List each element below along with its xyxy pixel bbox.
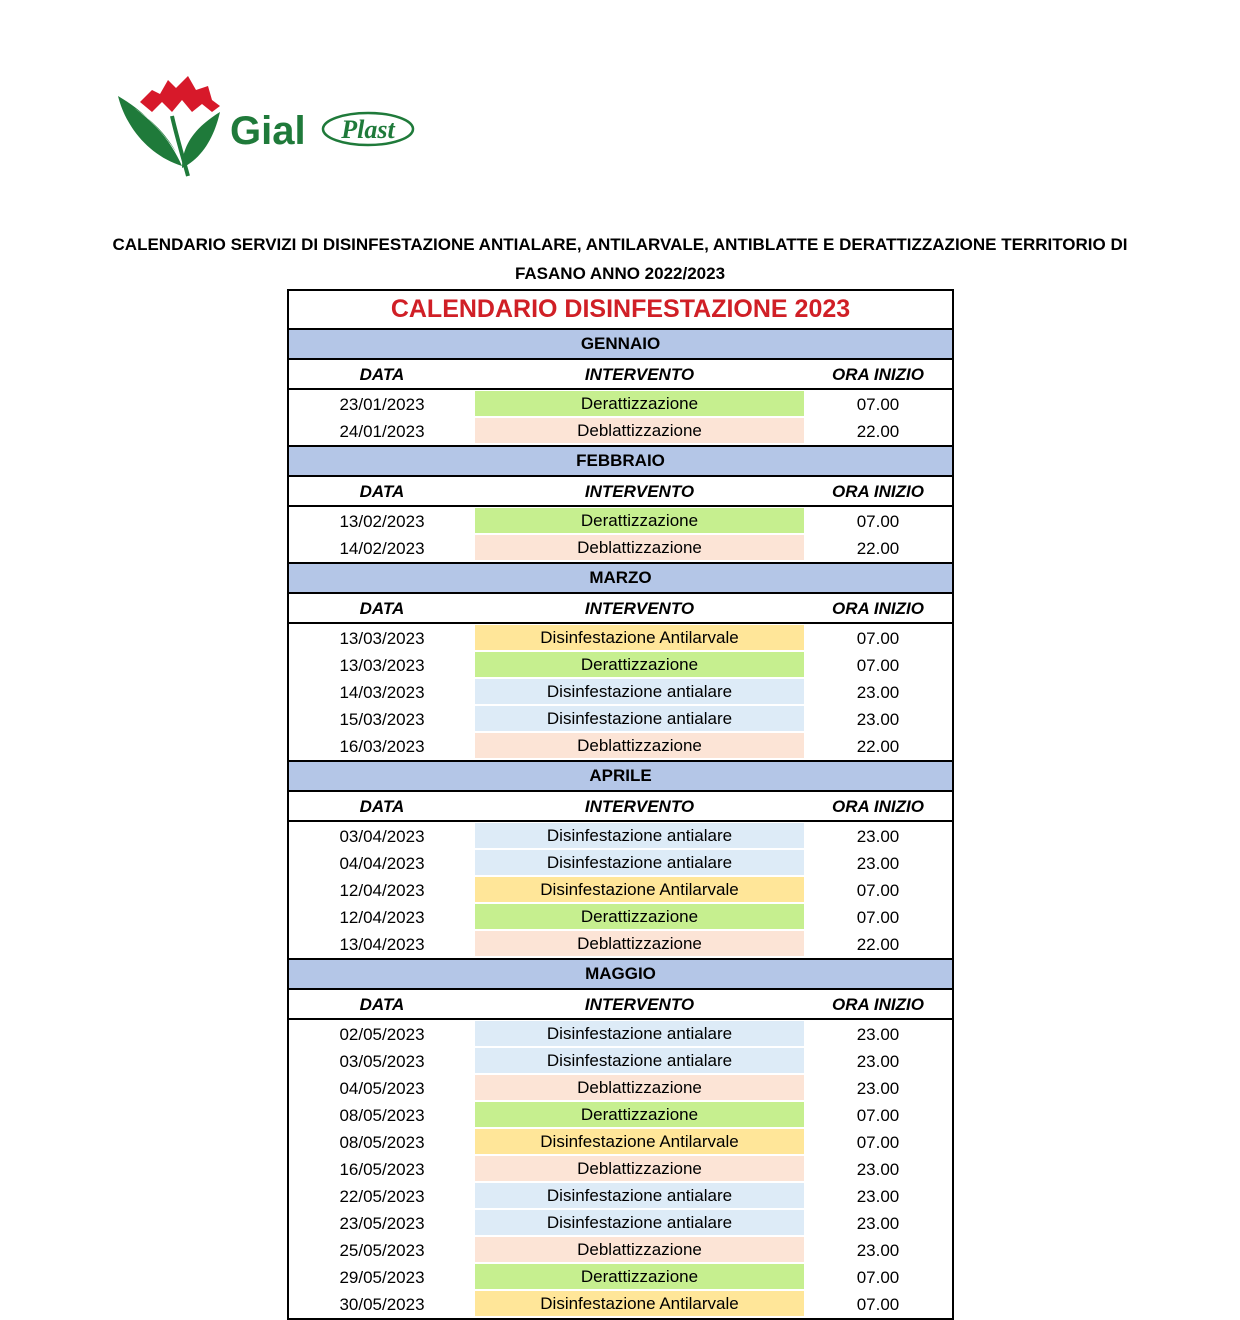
- cell-ora-inizio: 07.00: [856, 881, 900, 900]
- cell-ora-inizio: 23.00: [856, 1214, 900, 1233]
- cell-date: 16/03/2023: [339, 737, 425, 756]
- document-title-line2: FASANO ANNO 2022/2023: [514, 264, 726, 283]
- cell-intervento: Disinfestazione Antilarvale: [475, 1291, 804, 1316]
- cell-ora-inizio: 23.00: [856, 1160, 900, 1179]
- cell-date: 04/05/2023: [339, 1079, 425, 1098]
- cell-intervento: Derattizzazione: [475, 1102, 804, 1127]
- cell-date: 13/03/2023: [339, 629, 425, 648]
- document-title-line1: CALENDARIO SERVIZI DI DISINFESTAZIONE ANTIALARE, ANTILARVALE, ANTIBLATTE E DERATTIZZAZIONE TERRITORIO DI: [112, 235, 1128, 254]
- cell-intervento: Disinfestazione Antilarvale: [475, 625, 804, 650]
- cell-date: 03/05/2023: [339, 1052, 425, 1071]
- table-row: [289, 418, 952, 445]
- cell-date: 24/01/2023: [339, 422, 425, 441]
- table-row: [289, 1102, 952, 1129]
- table-row: [289, 706, 952, 733]
- cell-date: 13/03/2023: [339, 656, 425, 675]
- cell-intervento: Deblattizzazione: [475, 535, 804, 560]
- column-header-intervento: INTERVENTO: [584, 599, 695, 618]
- gialplast-logo: [116, 72, 416, 180]
- table-row: [289, 1021, 952, 1048]
- table-row: [289, 850, 952, 877]
- cell-date: 12/04/2023: [339, 908, 425, 927]
- table-row: [289, 733, 952, 760]
- column-header-ora: ORA INIZIO: [832, 599, 924, 618]
- month-header: APRILE: [289, 762, 952, 792]
- column-header-intervento: INTERVENTO: [584, 482, 695, 501]
- cell-date: 30/05/2023: [339, 1295, 425, 1314]
- cell-ora-inizio: 07.00: [856, 908, 900, 927]
- cell-intervento: Disinfestazione antialare: [475, 1048, 804, 1073]
- month-header: MAGGIO: [289, 960, 952, 990]
- column-header-ora: ORA INIZIO: [832, 995, 924, 1014]
- cell-intervento: Deblattizzazione: [475, 418, 804, 443]
- column-header-ora: ORA INIZIO: [832, 482, 924, 501]
- cell-intervento: Disinfestazione Antilarvale: [475, 1129, 804, 1154]
- table-row: [289, 1210, 952, 1237]
- cell-ora-inizio: 23.00: [856, 827, 900, 846]
- cell-intervento: Disinfestazione antialare: [475, 679, 804, 704]
- logo-brand-word: Gial: [230, 109, 306, 153]
- table-row: [289, 625, 952, 652]
- column-header-ora: ORA INIZIO: [832, 365, 924, 384]
- cell-ora-inizio: 07.00: [856, 1133, 900, 1152]
- table-row: [289, 508, 952, 535]
- column-header-ora: ORA INIZIO: [832, 797, 924, 816]
- document-title: [60, 230, 1180, 288]
- cell-intervento: Derattizzazione: [475, 508, 804, 533]
- cell-ora-inizio: 07.00: [856, 395, 900, 414]
- cell-ora-inizio: 07.00: [856, 629, 900, 648]
- cell-date: 22/05/2023: [339, 1187, 425, 1206]
- cell-date: 14/02/2023: [339, 539, 425, 558]
- cell-ora-inizio: 23.00: [856, 1241, 900, 1260]
- cell-date: 03/04/2023: [339, 827, 425, 846]
- cell-ora-inizio: 22.00: [856, 935, 900, 954]
- table-row: [289, 1237, 952, 1264]
- month-rows: [289, 624, 952, 762]
- month-header: FEBBRAIO: [289, 447, 952, 477]
- column-header-date: DATA: [359, 482, 405, 501]
- logo-brand-script: Plast: [341, 115, 395, 144]
- cell-intervento: Disinfestazione antialare: [475, 823, 804, 848]
- table-row: [289, 877, 952, 904]
- cell-intervento: Derattizzazione: [475, 1264, 804, 1289]
- cell-intervento: Disinfestazione antialare: [475, 1183, 804, 1208]
- column-headers: [289, 360, 952, 390]
- column-header-date: DATA: [359, 797, 405, 816]
- cell-ora-inizio: 23.00: [856, 1187, 900, 1206]
- column-header-intervento: INTERVENTO: [584, 797, 695, 816]
- calendar-title: CALENDARIO DISINFESTAZIONE 2023: [289, 291, 952, 330]
- table-row: [289, 931, 952, 958]
- table-row: [289, 1075, 952, 1102]
- cell-intervento: Derattizzazione: [475, 391, 804, 416]
- cell-ora-inizio: 07.00: [856, 512, 900, 531]
- column-headers: [289, 792, 952, 822]
- cell-date: 08/05/2023: [339, 1106, 425, 1125]
- column-headers: [289, 594, 952, 624]
- column-header-date: DATA: [359, 365, 405, 384]
- cell-date: 25/05/2023: [339, 1241, 425, 1260]
- table-row: [289, 1048, 952, 1075]
- month-rows: [289, 390, 952, 447]
- cell-date: 13/04/2023: [339, 935, 425, 954]
- cell-date: 29/05/2023: [339, 1268, 425, 1287]
- cell-date: 13/02/2023: [339, 512, 425, 531]
- cell-intervento: Derattizzazione: [475, 652, 804, 677]
- table-row: [289, 1183, 952, 1210]
- table-row: [289, 904, 952, 931]
- cell-date: 02/05/2023: [339, 1025, 425, 1044]
- month-rows: [289, 1020, 952, 1318]
- cell-intervento: Deblattizzazione: [475, 1156, 804, 1181]
- month-rows: [289, 822, 952, 960]
- cell-ora-inizio: 22.00: [856, 737, 900, 756]
- cell-ora-inizio: 07.00: [856, 656, 900, 675]
- cell-intervento: Deblattizzazione: [475, 733, 804, 758]
- table-row: [289, 652, 952, 679]
- table-row: [289, 1129, 952, 1156]
- column-header-intervento: INTERVENTO: [584, 995, 695, 1014]
- cell-ora-inizio: 23.00: [856, 710, 900, 729]
- column-header-intervento: INTERVENTO: [584, 365, 695, 384]
- table-row: [289, 535, 952, 562]
- table-row: [289, 679, 952, 706]
- cell-intervento: Disinfestazione Antilarvale: [475, 877, 804, 902]
- cell-date: 08/05/2023: [339, 1133, 425, 1152]
- table-row: [289, 1264, 952, 1291]
- cell-date: 14/03/2023: [339, 683, 425, 702]
- cell-ora-inizio: 23.00: [856, 683, 900, 702]
- cell-date: 16/05/2023: [339, 1160, 425, 1179]
- cell-ora-inizio: 23.00: [856, 1052, 900, 1071]
- months-container: [289, 330, 952, 1318]
- cell-intervento: Disinfestazione antialare: [475, 706, 804, 731]
- column-headers: [289, 990, 952, 1020]
- cell-intervento: Disinfestazione antialare: [475, 1210, 804, 1235]
- cell-intervento: Disinfestazione antialare: [475, 850, 804, 875]
- cell-ora-inizio: 22.00: [856, 422, 900, 441]
- month-header: MARZO: [289, 564, 952, 594]
- cell-date: 04/04/2023: [339, 854, 425, 873]
- month-rows: [289, 507, 952, 564]
- stem-icon: [172, 116, 188, 176]
- month-header: GENNAIO: [289, 330, 952, 360]
- cell-ora-inizio: 23.00: [856, 854, 900, 873]
- table-row: [289, 391, 952, 418]
- cell-ora-inizio: 07.00: [856, 1295, 900, 1314]
- table-row: [289, 1156, 952, 1183]
- table-row: [289, 823, 952, 850]
- cell-intervento: Deblattizzazione: [475, 931, 804, 956]
- cell-ora-inizio: 23.00: [856, 1025, 900, 1044]
- flower-petals-icon: [140, 76, 220, 112]
- cell-ora-inizio: 23.00: [856, 1079, 900, 1098]
- right-leaf-icon: [182, 112, 220, 168]
- cell-ora-inizio: 07.00: [856, 1268, 900, 1287]
- cell-date: 15/03/2023: [339, 710, 425, 729]
- column-header-date: DATA: [359, 995, 405, 1014]
- cell-intervento: Deblattizzazione: [475, 1237, 804, 1262]
- cell-date: 23/01/2023: [339, 395, 425, 414]
- cell-date: 12/04/2023: [339, 881, 425, 900]
- cell-date: 23/05/2023: [339, 1214, 425, 1233]
- cell-ora-inizio: 22.00: [856, 539, 900, 558]
- calendar-table: [287, 289, 954, 1320]
- cell-intervento: Disinfestazione antialare: [475, 1021, 804, 1046]
- cell-intervento: Derattizzazione: [475, 904, 804, 929]
- table-row: [289, 1291, 952, 1318]
- column-header-date: DATA: [359, 599, 405, 618]
- cell-ora-inizio: 07.00: [856, 1106, 900, 1125]
- cell-intervento: Deblattizzazione: [475, 1075, 804, 1100]
- column-headers: [289, 477, 952, 507]
